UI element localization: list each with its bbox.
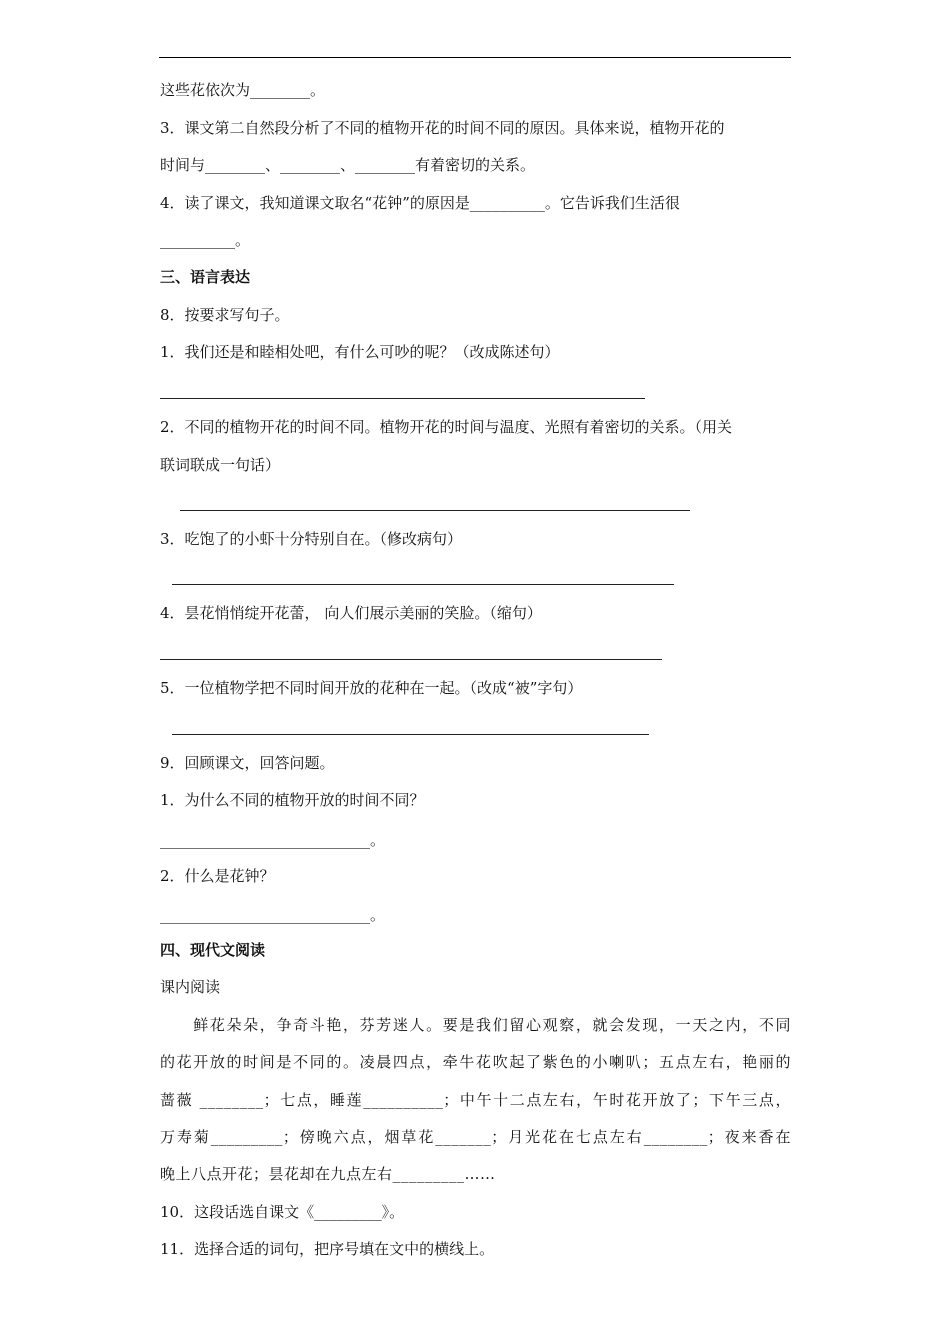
sub-question-8-2-line-2: 联词联成一句话）	[160, 456, 281, 474]
reading-subtitle: 课内阅读	[160, 978, 221, 996]
sub-question-8-5: 5．一位植物学把不同时间开放的花种在一起。（改成“被”字句）	[160, 679, 583, 697]
answer-line-8-5[interactable]	[172, 734, 649, 735]
sub-question-9-1: 1．为什么不同的植物开放的时间不同？	[160, 791, 425, 809]
passage-line-2: 的花开放的时间是不同的。凌晨四点，牵牛花吹起了紫色的小喇叭；五点左右，艳丽的	[160, 1053, 791, 1071]
sub-question-9-2: 2．什么是花钟？	[160, 867, 275, 885]
passage-line-3: 蔷薇 ________；七点，睡莲__________；中午十二点左右，午时花开放了；下午三点，	[160, 1091, 791, 1109]
passage-line-4: 万寿菊_________；傍晚六点，烟草花_______；月光花在七点左右________；夜来香在	[160, 1128, 791, 1146]
section-4-heading: 四、现代文阅读	[160, 941, 266, 959]
question-3-line-1: 3．课文第二自然段分析了不同的植物开花的时间不同的原因。具体来说，植物开花的	[160, 119, 725, 137]
question-3-line-2: 时间与________、________、________有着密切的关系。	[160, 156, 536, 174]
answer-line-8-2[interactable]	[180, 510, 690, 511]
sub-question-8-4: 4．昙花悄悄绽开花蕾， 向人们展示美丽的笑脸。（缩句）	[160, 604, 542, 622]
sub-question-8-3: 3．吃饱了的小虾十分特别自在。（修改病句）	[160, 530, 463, 548]
question-10: 10．这段话选自课文《_________》。	[160, 1203, 405, 1221]
answer-line-8-3[interactable]	[172, 584, 674, 585]
question-9-title: 9．回顾课文，回答问题。	[160, 754, 335, 772]
answer-line-9-2[interactable]: ____________________________。	[160, 906, 386, 924]
question-11: 11．选择合适的词句，把序号填在文中的横线上。	[160, 1240, 495, 1258]
answer-line-8-4[interactable]	[160, 659, 662, 660]
question-8-title: 8．按要求写句子。	[160, 306, 290, 324]
sub-question-8-2-line-1: 2．不同的植物开花的时间不同。植物开花的时间与温度、光照有着密切的关系。（用关	[160, 418, 733, 436]
sub-question-8-1: 1．我们还是和睦相处吧，有什么可吵的呢？（改成陈述句）	[160, 343, 560, 361]
section-3-heading: 三、语言表达	[160, 268, 251, 286]
fill-line-flower-order: 这些花依次为________。	[160, 81, 326, 99]
passage-line-1: 鲜花朵朵，争奇斗艳，芬芳迷人。要是我们留心观察，就会发现，一天之内，不同	[160, 1016, 791, 1034]
answer-line-9-1[interactable]: ____________________________。	[160, 831, 386, 849]
passage-line-5: 晚上八点开花；昙花却在九点左右_________……	[160, 1165, 496, 1183]
question-4-line-2: __________。	[160, 231, 251, 249]
answer-line-8-1[interactable]	[160, 398, 645, 399]
question-4-line-1: 4．读了课文，我知道课文取名“花钟”的原因是__________。它告诉我们生活很	[160, 194, 680, 212]
header-rule	[159, 57, 791, 58]
